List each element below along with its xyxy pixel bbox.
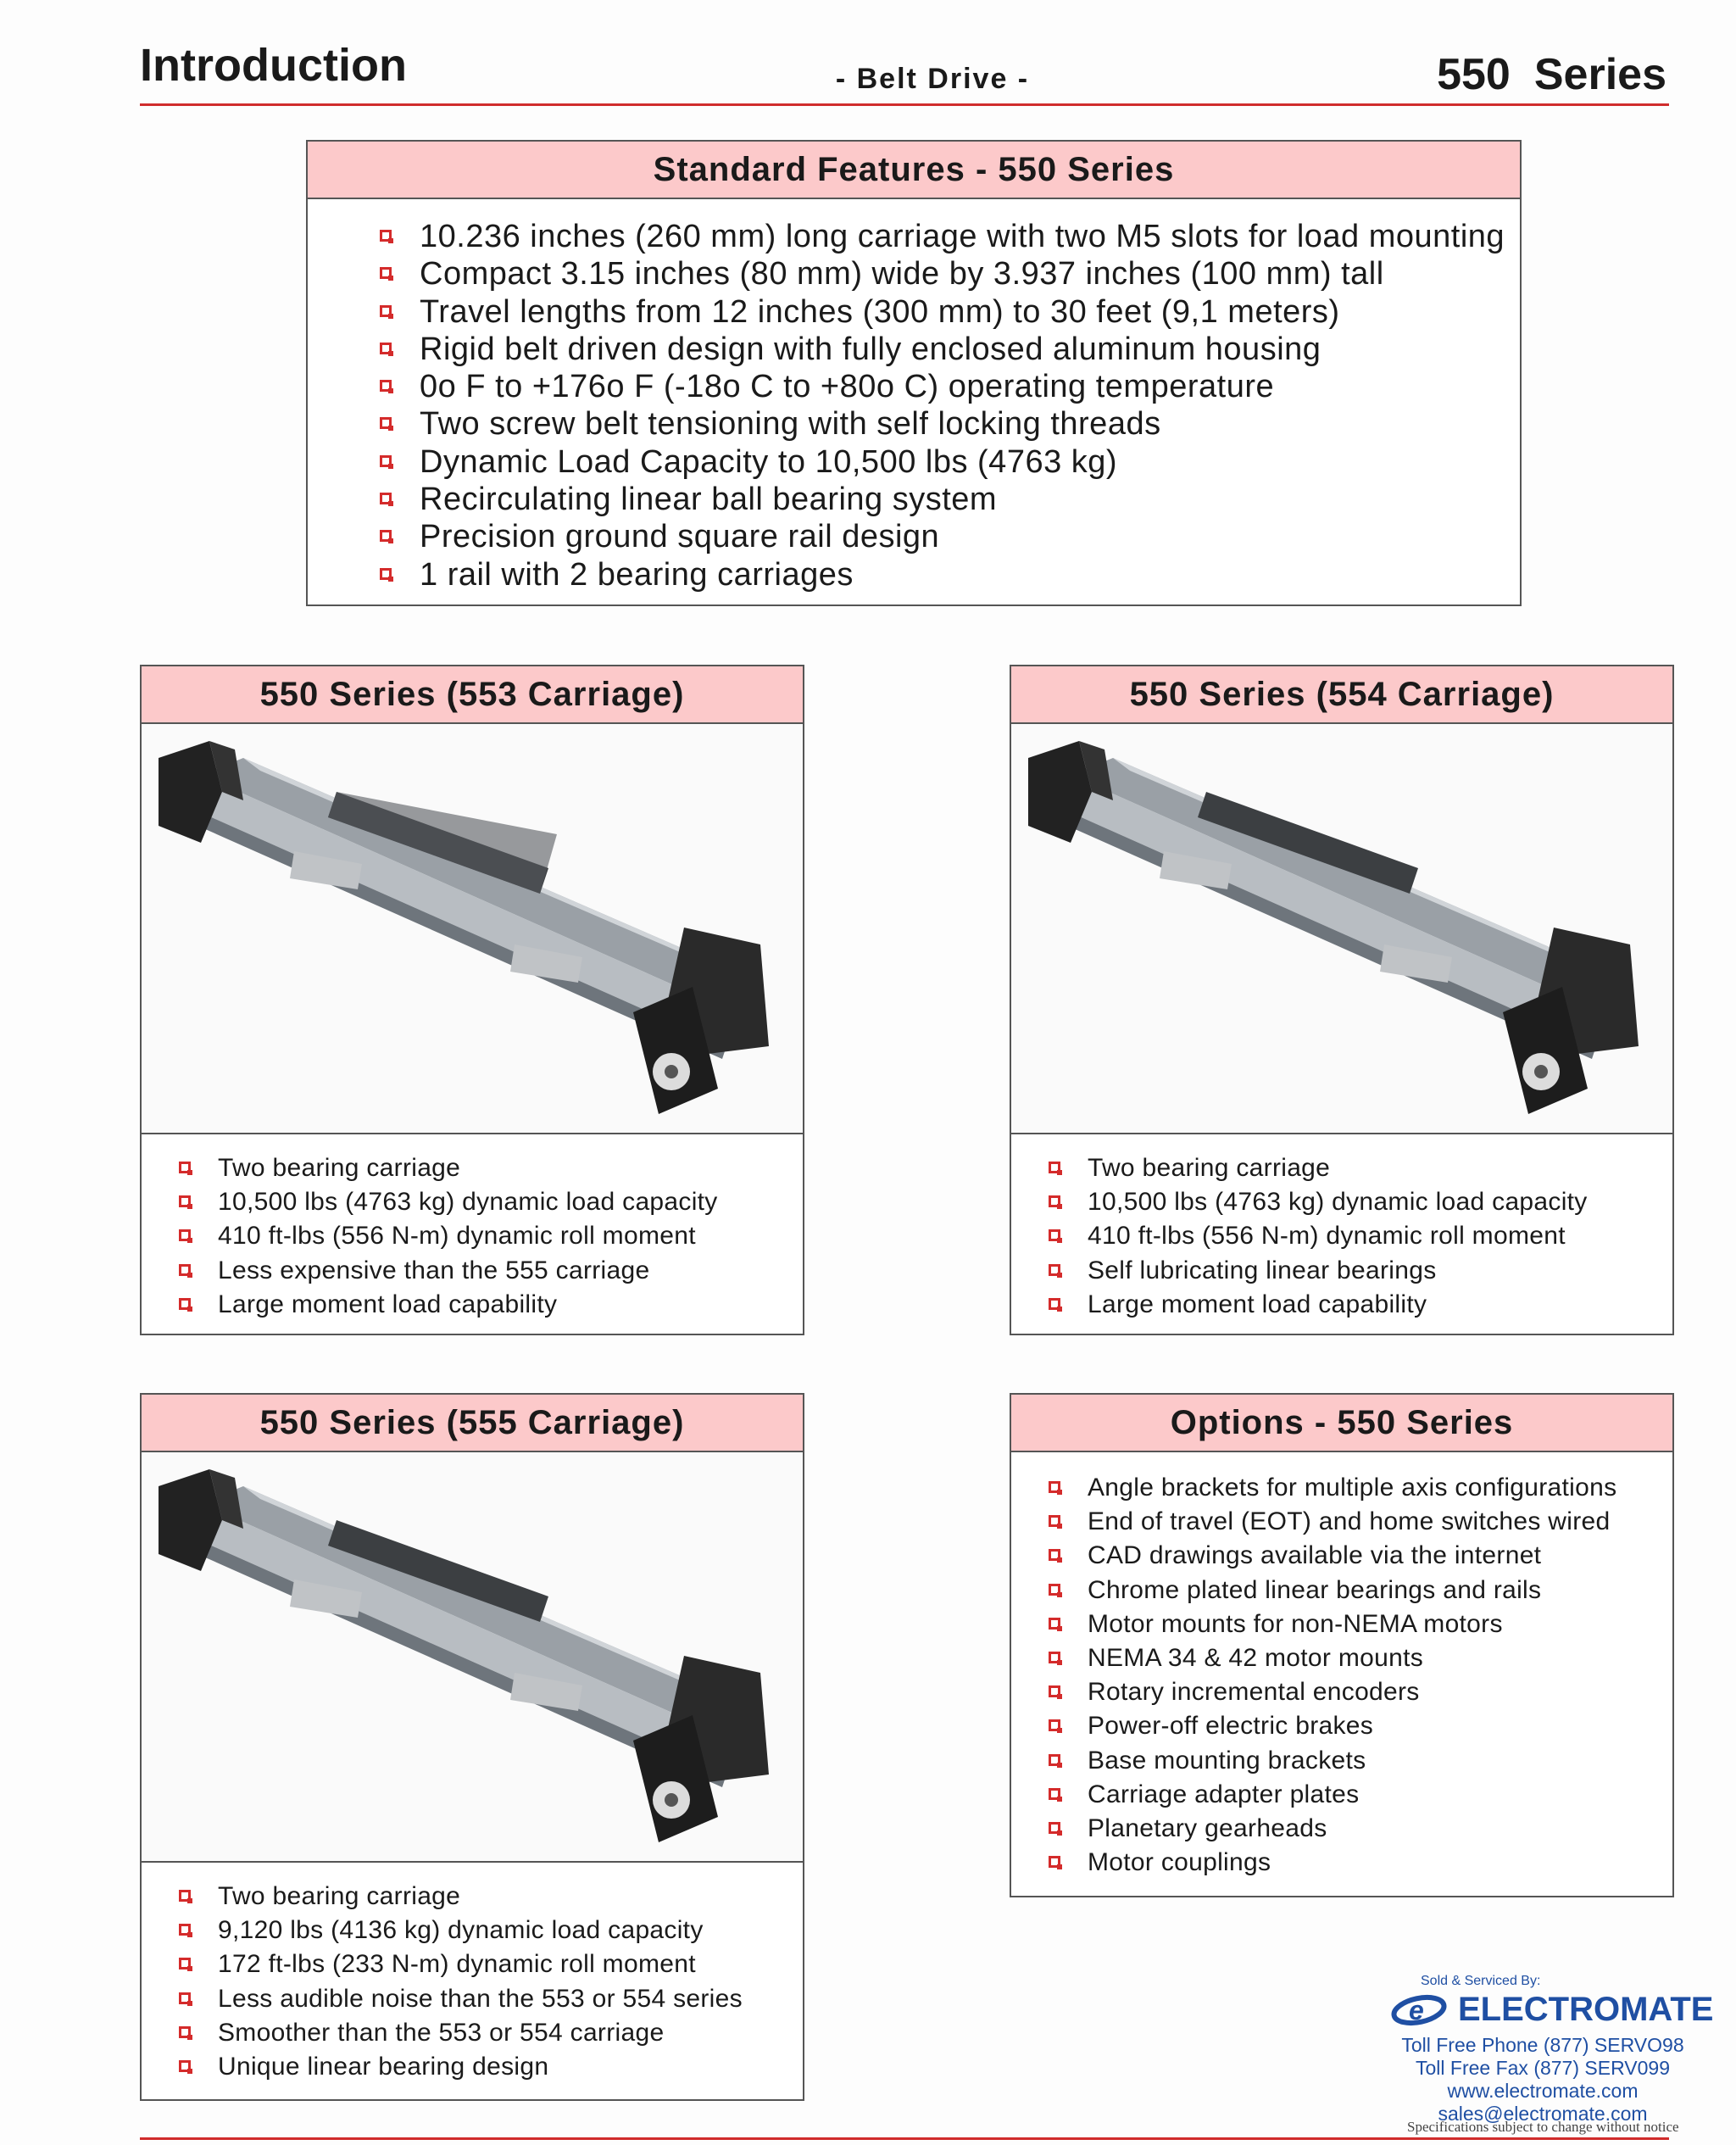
carriage-553-features xyxy=(142,1134,803,1322)
feature-text: Base mounting brackets xyxy=(1088,1746,1366,1774)
feature-item xyxy=(1049,1151,1672,1185)
carriage-555-title: 550 Series (555 Carriage) xyxy=(142,1395,803,1452)
feature-item xyxy=(179,2016,803,2050)
feature-text: Less expensive than the 555 carriage xyxy=(218,1256,650,1284)
feature-item xyxy=(1049,1254,1672,1288)
feature-item xyxy=(380,443,1520,481)
linear-actuator-image xyxy=(1011,724,1672,1131)
bullet-icon xyxy=(179,1162,191,1173)
feature-item xyxy=(179,1219,803,1253)
standard-features-title: Standard Features - 550 Series xyxy=(308,142,1520,199)
bullet-icon xyxy=(179,1890,191,1902)
feature-text: Unique linear bearing design xyxy=(218,2053,549,2081)
bullet-icon xyxy=(1049,1618,1060,1630)
feature-text: Two bearing carriage xyxy=(218,1882,461,1910)
feature-text: Precision ground square rail design xyxy=(420,519,940,555)
carriage-555-box xyxy=(140,1393,804,2101)
standard-features-box xyxy=(306,140,1522,606)
feature-text: Large moment load capability xyxy=(1088,1290,1427,1318)
carriage-553-photo xyxy=(142,724,803,1134)
standard-features-list xyxy=(308,199,1520,593)
feature-item xyxy=(1049,1641,1672,1675)
bullet-icon xyxy=(380,305,392,317)
feature-text: Angle brackets for multiple axis configurations xyxy=(1088,1474,1617,1502)
bullet-icon xyxy=(1049,1856,1060,1868)
feature-text: Motor couplings xyxy=(1088,1848,1271,1877)
feature-text: Two bearing carriage xyxy=(1088,1154,1331,1182)
carriage-554-photo xyxy=(1011,724,1672,1134)
bullet-icon xyxy=(1049,1298,1060,1310)
bullet-icon xyxy=(1049,1515,1060,1527)
feature-text: Compact 3.15 inches (80 mm) wide by 3.937 inches (100 mm) tall xyxy=(420,256,1384,292)
feature-item xyxy=(1049,1607,1672,1641)
feature-item xyxy=(380,293,1520,331)
svg-text:e: e xyxy=(1409,1994,1424,2025)
bullet-icon xyxy=(1049,1264,1060,1276)
feature-text: Chrome plated linear bearings and rails xyxy=(1088,1575,1542,1604)
feature-item xyxy=(1049,1574,1672,1607)
bullet-icon xyxy=(1049,1788,1060,1800)
feature-text: 0o F to +176o F (-18o C to +80o C) operating temperature xyxy=(420,369,1275,405)
page-subtitle: - Belt Drive - xyxy=(835,63,1030,95)
series-number: 550 xyxy=(1437,50,1511,99)
feature-item xyxy=(1049,1709,1672,1743)
options-box xyxy=(1010,1393,1674,1897)
feature-text: CAD drawings available via the internet xyxy=(1088,1541,1542,1570)
bullet-icon xyxy=(1049,1549,1060,1561)
feature-item xyxy=(380,255,1520,292)
feature-item xyxy=(179,1982,803,2016)
feature-text: 10,500 lbs (4763 kg) dynamic load capacity xyxy=(1088,1188,1588,1217)
bullet-icon xyxy=(1049,1229,1060,1241)
feature-item xyxy=(179,1880,803,1914)
web-link[interactable]: www.electromate.com xyxy=(1447,2080,1639,2102)
feature-item xyxy=(1049,1778,1672,1812)
feature-item xyxy=(179,2050,803,2084)
bullet-icon xyxy=(179,1992,191,2004)
bullet-icon xyxy=(179,1195,191,1207)
feature-item xyxy=(380,218,1520,255)
bullet-icon xyxy=(380,493,392,504)
feature-item xyxy=(1049,1471,1672,1505)
fax-line: Toll Free Fax (877) SERV099 xyxy=(1416,2057,1670,2079)
feature-text: 172 ft-lbs (233 N-m) dynamic roll moment xyxy=(218,1950,696,1979)
feature-text: 10,500 lbs (4763 kg) dynamic load capacity xyxy=(218,1188,718,1217)
feature-text: 9,120 lbs (4136 kg) dynamic load capacity xyxy=(218,1916,704,1945)
feature-text: Dynamic Load Capacity to 10,500 lbs (4763 kg) xyxy=(420,443,1118,480)
feature-item xyxy=(1049,1288,1672,1322)
feature-text: Power-off electric brakes xyxy=(1088,1712,1374,1741)
bullet-icon xyxy=(179,1229,191,1241)
feature-text: Smoother than the 553 or 554 carriage xyxy=(218,2018,665,2047)
feature-item xyxy=(179,1914,803,1947)
bullet-icon xyxy=(1049,1481,1060,1493)
carriage-553-box xyxy=(140,665,804,1335)
feature-item xyxy=(380,481,1520,518)
feature-item xyxy=(179,1947,803,1981)
options-list xyxy=(1011,1452,1672,1880)
bullet-icon xyxy=(1049,1719,1060,1731)
bullet-icon xyxy=(1049,1685,1060,1697)
linear-actuator-image xyxy=(142,724,803,1131)
feature-text: Large moment load capability xyxy=(218,1290,558,1318)
bullet-icon xyxy=(1049,1754,1060,1766)
brand-name: ELECTROMATE xyxy=(1458,1991,1714,2028)
bullet-icon xyxy=(380,455,392,467)
carriage-554-box xyxy=(1010,665,1674,1335)
bullet-icon xyxy=(380,267,392,279)
feature-item xyxy=(380,405,1520,443)
bullet-icon xyxy=(1049,1584,1060,1596)
carriage-555-photo xyxy=(142,1452,803,1863)
feature-item xyxy=(179,1288,803,1322)
dealer-contact xyxy=(1390,2034,1695,2126)
feature-item xyxy=(1049,1744,1672,1778)
feature-item xyxy=(1049,1812,1672,1846)
feature-item xyxy=(1049,1675,1672,1709)
feature-item xyxy=(380,556,1520,593)
feature-text: Recirculating linear ball bearing system xyxy=(420,482,998,518)
footer-rule xyxy=(140,2137,1669,2140)
feature-text: Planetary gearheads xyxy=(1088,1814,1327,1843)
feature-text: Self lubricating linear bearings xyxy=(1088,1256,1437,1284)
feature-item xyxy=(179,1151,803,1185)
carriage-553-title: 550 Series (553 Carriage) xyxy=(142,666,803,724)
bullet-icon xyxy=(179,2060,191,2072)
electromate-logo-icon xyxy=(1390,1992,1453,2029)
feature-text: Carriage adapter plates xyxy=(1088,1780,1360,1808)
bullet-icon xyxy=(179,2026,191,2038)
linear-actuator-image xyxy=(142,1452,803,1859)
feature-item xyxy=(380,331,1520,368)
bullet-icon xyxy=(380,568,392,580)
brand-row xyxy=(1390,1991,1736,2029)
phone-line: Toll Free Phone (877) SERVO98 xyxy=(1401,2034,1684,2056)
feature-item xyxy=(179,1185,803,1219)
feature-text: 410 ft-lbs (556 N-m) dynamic roll moment xyxy=(218,1222,696,1251)
feature-item xyxy=(1049,1219,1672,1253)
feature-item xyxy=(1049,1846,1672,1880)
page-section-title: Introduction xyxy=(140,40,407,91)
bullet-icon xyxy=(380,530,392,542)
disclaimer-text: Specifications subject to change without notice xyxy=(1407,2119,1679,2135)
feature-text: Travel lengths from 12 inches (300 mm) to 30 feet (9,1 meters) xyxy=(420,293,1340,330)
feature-item xyxy=(1049,1505,1672,1539)
feature-text: End of travel (EOT) and home switches wired xyxy=(1088,1507,1611,1536)
feature-text: 10.236 inches (260 mm) long carriage with two M5 slots for load mounting xyxy=(420,219,1505,254)
bullet-icon xyxy=(380,380,392,392)
bullet-icon xyxy=(1049,1652,1060,1663)
feature-item xyxy=(380,518,1520,555)
feature-text: 1 rail with 2 bearing carriages xyxy=(420,556,854,593)
series-word: Series xyxy=(1533,50,1666,99)
header-rule xyxy=(140,103,1669,106)
bullet-icon xyxy=(380,343,392,354)
carriage-555-features xyxy=(142,1863,803,2084)
bullet-icon xyxy=(380,417,392,429)
feature-text: Two bearing carriage xyxy=(218,1154,461,1182)
feature-item xyxy=(380,368,1520,405)
bullet-icon xyxy=(1049,1162,1060,1173)
bullet-icon xyxy=(179,1298,191,1310)
series-label xyxy=(1437,49,1666,100)
bullet-icon xyxy=(380,230,392,242)
options-title: Options - 550 Series xyxy=(1011,1395,1672,1452)
feature-text: Rotary incremental encoders xyxy=(1088,1678,1420,1707)
feature-text: Motor mounts for non-NEMA motors xyxy=(1088,1609,1503,1638)
bullet-icon xyxy=(1049,1822,1060,1834)
bullet-icon xyxy=(1049,1195,1060,1207)
feature-text: NEMA 34 & 42 motor mounts xyxy=(1088,1644,1424,1673)
feature-item xyxy=(179,1254,803,1288)
feature-text: Two screw belt tensioning with self locking threads xyxy=(420,406,1161,443)
feature-text: Less audible noise than the 553 or 554 series xyxy=(218,1984,743,2013)
email-link[interactable]: sales@electromate.com xyxy=(1438,2103,1648,2125)
dealer-block xyxy=(1390,1974,1736,2126)
feature-item xyxy=(1049,1185,1672,1219)
feature-item xyxy=(1049,1539,1672,1573)
bullet-icon xyxy=(179,1958,191,1970)
feature-text: 410 ft-lbs (556 N-m) dynamic roll moment xyxy=(1088,1222,1566,1251)
feature-text: Rigid belt driven design with fully enclosed aluminum housing xyxy=(420,331,1321,367)
bullet-icon xyxy=(179,1264,191,1276)
carriage-554-title: 550 Series (554 Carriage) xyxy=(1011,666,1672,724)
carriage-554-features xyxy=(1011,1134,1672,1322)
sold-by-label: Sold & Serviced By: xyxy=(1421,1974,1541,1988)
bullet-icon xyxy=(179,1924,191,1936)
